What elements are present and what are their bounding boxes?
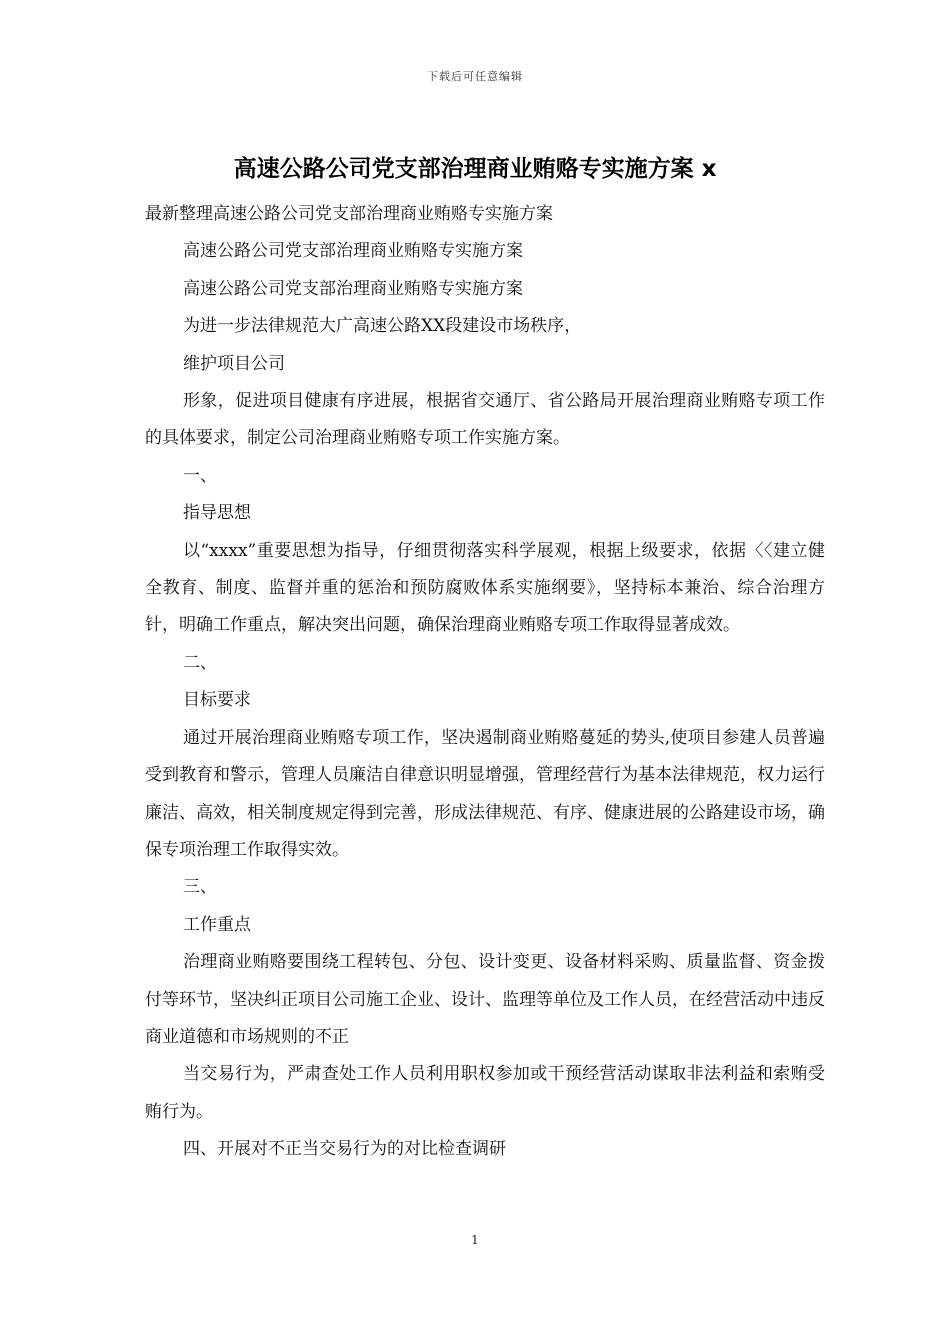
- paragraph: 以“xxxx”重要思想为指导，仔细贯彻落实科学展观，根据上级要求，依据〈〈建立健全教育、制度、监督并重的惩治和预防腐败体系实施纲要》，坚持标本兼治、综合治理方针，明确工作重点，解决突出问题，确保治理商业贿赂专项工作取得显著成效。: [145, 540, 825, 636]
- section-heading: 目标要求: [183, 690, 251, 711]
- paragraph-intro: 最新整理高速公路公司党支部治理商业贿赂专实施方案: [145, 204, 553, 224]
- document-body: [145, 196, 825, 1169]
- section-heading: 四、开展对不正当交易行为的对比检查调研: [183, 1139, 506, 1160]
- paragraph: 当交易行为，严肃查处工作人员利用职权参加或干预经营活动谋取非法利益和索贿受贿行为。: [145, 1064, 825, 1122]
- paragraph: 维护项目公司: [183, 353, 285, 374]
- section-heading: 工作重点: [183, 914, 251, 935]
- paragraph: 为进一步法律规范大广高速公路XX段建设市场秩序，: [183, 316, 582, 337]
- paragraph: 通过开展治理商业贿赂专项工作，坚决遏制商业贿赂蔓延的势头,使项目参建人员普遍受到教育和警示，管理人员廉洁自律意识明显增强，管理经营行为基本法律规范，权力运行廉洁、高效，相关制度规定得到完善，形成法律规范、有序、健康进展的公路建设市场，确保专项治理工作取得实效。: [145, 727, 825, 860]
- section-heading: 指导思想: [183, 503, 251, 524]
- paragraph-subtitle-1: 高速公路公司党支部治理商业贿赂专实施方案: [183, 241, 523, 262]
- document-title: 高速公路公司党支部治理商业贿赂专实施方案 x: [233, 156, 717, 182]
- page-number: 1: [471, 1233, 479, 1247]
- header-note: 下载后可任意编辑: [427, 70, 523, 83]
- section-number: 二、: [183, 652, 217, 673]
- paragraph: 形象，促进项目健康有序进展，根据省交通厅、省公路局开展治理商业贿赂专项工作的具体要求，制定公司治理商业贿赂专项工作实施方案。: [145, 391, 825, 449]
- paragraph-subtitle-2: 高速公路公司党支部治理商业贿赂专实施方案: [183, 278, 523, 299]
- section-number: 一、: [183, 465, 217, 486]
- section-number: 三、: [183, 877, 217, 898]
- paragraph: 治理商业贿赂要围绕工程转包、分包、设计变更、设备材料采购、质量监督、资金拨付等环节，坚决纠正项目公司施工企业、设计、监理等单位及工作人员，在经营活动中违反商业道德和市场规则的不正: [145, 952, 825, 1047]
